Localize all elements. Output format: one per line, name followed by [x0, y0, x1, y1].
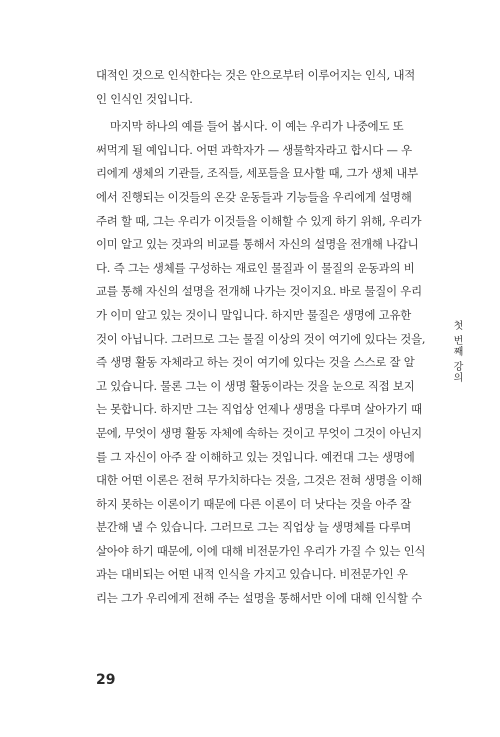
text-line: 다. 즉 그는 생체를 구성하는 재료인 물질과 이 물질의 운동과의 비 — [96, 260, 415, 275]
text-line: 고 있습니다. 물론 그는 이 생명 활동이라는 것을 눈으로 직접 보지 — [96, 378, 415, 393]
text-line: 하지 못하는 이론이기 때문에 다른 이론이 더 낫다는 것을 아주 잘 — [96, 496, 412, 511]
text-line: 과는 대비되는 어떤 내적 인식을 가지고 있습니다. 비전문가인 우 — [96, 567, 408, 582]
text-line: 가 이미 알고 있는 것이니 말입니다. 하지만 물질은 생명에 고유한 — [96, 307, 412, 322]
text-line: 써먹게 될 예입니다. 어떤 과학자가 — 생물학자라고 합시다 — 우 — [96, 142, 412, 157]
text-line: 살아야 하기 때문에, 이에 대해 비전문가인 우리가 가질 수 있는 인식 — [96, 543, 426, 558]
text-line: 즉 생명 활동 자체라고 하는 것이 여기에 있다는 것을 스스로 잘 알 — [96, 355, 415, 370]
text-line: 에서 진행되는 이것들의 온갖 운동들과 기능들을 우리에게 설명해 — [96, 189, 412, 204]
text-line: 인 인식인 것입니다. — [96, 91, 193, 106]
text-line: 대한 어떤 이론은 전혀 무가치하다는 것을, 그것은 전혀 생명을 이해 — [96, 473, 422, 488]
text-line: 것이 아닙니다. 그러므로 그는 물질 이상의 것이 여기에 있다는 것을, — [96, 331, 426, 346]
page-number: 29 — [96, 672, 116, 688]
running-head: 첫 번째 강의 — [451, 320, 462, 384]
text-line: 리는 그가 우리에게 전해 주는 설명을 통해서만 이에 대해 인식할 수 — [96, 591, 422, 606]
text-line: 를 그 자신이 아주 잘 이해하고 있는 것입니다. 예컨대 그는 생명에 — [96, 449, 415, 464]
text-line: 주려 할 때, 그는 우리가 이것들을 이해할 수 있게 하기 위해, 우리가 — [96, 213, 422, 228]
text-line: 는 못합니다. 하지만 그는 직업상 언제나 생명을 다루며 살아가기 때 — [96, 402, 422, 417]
text-line: 문에, 무엇이 생명 활동 자체에 속하는 것이고 무엇이 그것이 아닌지 — [96, 425, 422, 440]
text-line: 리에게 생체의 기관들, 조직들, 세포들을 묘사할 때, 그가 생체 내부 — [96, 166, 418, 181]
text-line: 이미 알고 있는 것과의 비교를 통해서 자신의 설명을 전개해 나갑니 — [96, 237, 419, 252]
body-text — [96, 64, 429, 611]
text-line: 분간해 낼 수 있습니다. 그러므로 그는 직업상 늘 생명체를 다루며 — [96, 520, 412, 535]
text-line: 교를 통해 자신의 설명을 전개해 나가는 것이지요. 바로 물질이 우리 — [96, 284, 422, 299]
text-line: 대적인 것으로 인식한다는 것은 안으로부터 이루어지는 인식, 내적 — [96, 68, 416, 82]
text-line: 마지막 하나의 예를 들어 봅시다. 이 예는 우리가 나중에도 또 — [110, 119, 404, 134]
